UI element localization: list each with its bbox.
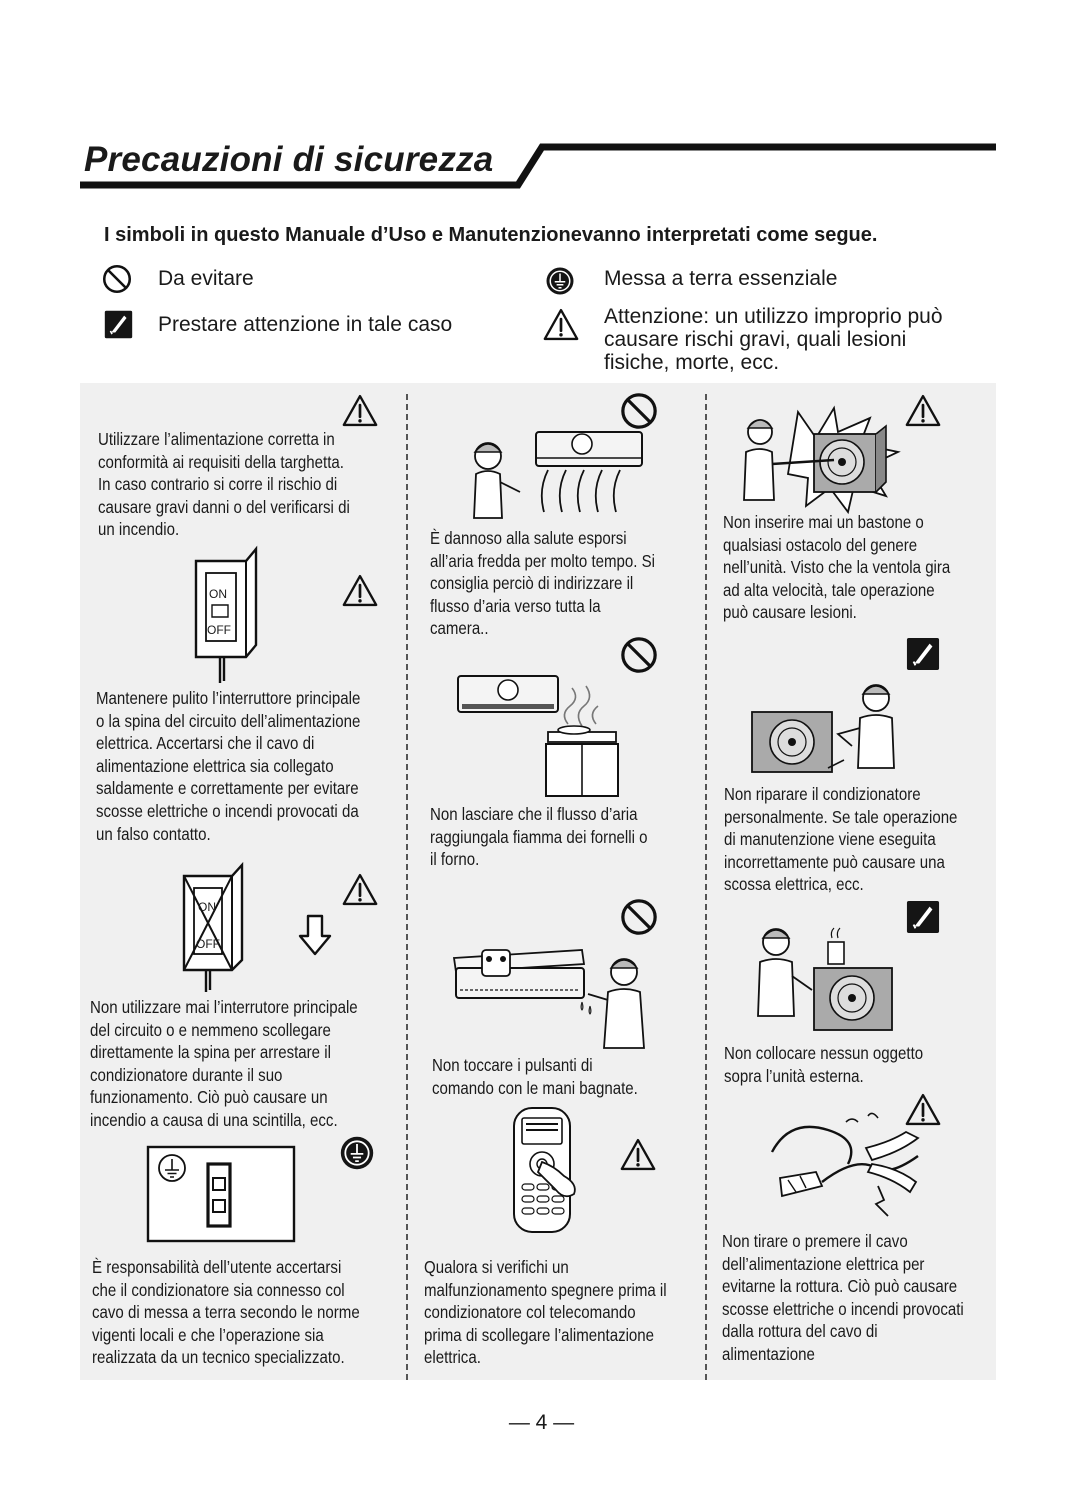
object-on-unit-illustration bbox=[748, 920, 898, 1036]
attention-icon bbox=[104, 310, 133, 339]
ground-icon bbox=[339, 1135, 375, 1171]
crossed-switch-illustration bbox=[180, 862, 250, 994]
col2-paragraph-4: Qualora si verifichi un malfunzionamento spegnere prima il condizionatore col telecomando prima di scollegare l’alimentazione elettrica. bbox=[424, 1257, 667, 1368]
prohibit-icon bbox=[620, 392, 658, 430]
cut-cable-illustration bbox=[760, 1112, 940, 1222]
prohibit-icon bbox=[620, 898, 658, 936]
prohibit-icon bbox=[102, 264, 132, 294]
switch-off-label: OFF bbox=[207, 623, 231, 637]
repair-illustration bbox=[748, 676, 908, 780]
col1-paragraph-4: È responsabilità dell’utente accertarsi che il condizionatore sia connesso col cavo di messa a terra secondo le norme vigenti locali e che l’operazione sia realizzata da un tecnico specializzato. bbox=[92, 1257, 360, 1368]
col2-paragraph-2: Non lasciare che il flusso d’aria raggiungala fiamma dei fornelli o il forno. bbox=[430, 804, 648, 870]
wall-switch-illustration bbox=[190, 545, 262, 685]
attention-icon bbox=[906, 900, 940, 934]
column-divider bbox=[406, 394, 408, 1380]
column-divider bbox=[705, 394, 707, 1380]
col3-paragraph-4: Non tirare o premere il cavo dell’alimentazione elettrica per evitarne la rottura. Ciò può causare scosse elettriche o incendi provocati dalla rottura del cavo di alimentazione bbox=[722, 1231, 964, 1364]
fan-stick-illustration bbox=[738, 404, 934, 516]
col2-paragraph-3: Non toccare i pulsanti di comando con le mani bagnate. bbox=[432, 1055, 638, 1098]
col1-paragraph-1: Utilizzare l’alimentazione corretta in conformità ai requisiti della targhetta. In caso contrario si corre il rischio di causare gravi danni o del verificarsi di un incendio. bbox=[98, 429, 350, 540]
ground-outlet-illustration bbox=[146, 1144, 296, 1244]
warning-icon bbox=[342, 873, 378, 906]
warning-icon bbox=[342, 394, 378, 427]
subtitle: I simboli in questo Manuale d’Uso e Manutenzionevanno interpretati come segue. bbox=[104, 224, 878, 246]
remote-control-illustration bbox=[508, 1106, 584, 1236]
col1-paragraph-2: Mantenere pulito l’interruttore principale o la spina del circuito dell’alimentazione elettrica. Accertarsi che il cavo di alimentazione elettrica sia collegato saldamente e correttamente per evitare scosse elettriche o incendi provocati da un falso contatto. bbox=[96, 688, 361, 844]
down-arrow-icon bbox=[298, 914, 332, 956]
warning-icon bbox=[620, 1138, 656, 1171]
page-title: Precauzioni di sicurezza bbox=[84, 140, 494, 179]
switch-off-label: OFF bbox=[196, 937, 220, 951]
col3-paragraph-1: Non inserire mai un bastone o qualsiasi ostacolo del genere nell’unità. Visto che la ventola gira ad alta velocità, tale operazione può causare lesioni. bbox=[723, 512, 951, 623]
col3-paragraph-2: Non riparare il condizionatore personalmente. Se tale operazione di manutenzione viene eseguita incorrettamente può causare una scossa elettrica, ecc. bbox=[724, 784, 958, 895]
legend-avoid: Da evitare bbox=[158, 267, 254, 290]
warning-icon bbox=[342, 574, 378, 607]
switch-on-label: ON bbox=[209, 587, 227, 601]
warning-icon bbox=[543, 308, 579, 341]
legend-ground: Messa a terra essenziale bbox=[604, 267, 838, 290]
ground-icon bbox=[545, 266, 575, 296]
stove-illustration bbox=[456, 674, 636, 800]
col3-paragraph-3: Non collocare nessun oggetto sopra l’unità esterna. bbox=[724, 1043, 924, 1086]
wet-hands-illustration bbox=[448, 944, 660, 1050]
legend-warning: Attenzione: un utilizzo improprio può causare rischi gravi, quali lesioni fisiche, morte, ecc. bbox=[604, 305, 943, 374]
legend-attention: Prestare attenzione in tale caso bbox=[158, 313, 453, 336]
cold-air-illustration bbox=[458, 428, 648, 524]
page-number: — 4 — bbox=[508, 1411, 575, 1434]
col2-paragraph-1: È dannoso alla salute esporsi all’aria fredda per molto tempo. Si consiglia perciò di indirizzare il flusso d’aria verso tutta la camera.. bbox=[430, 528, 656, 639]
col1-paragraph-3: Non utilizzare mai l’interrutore principale del circuito o e nemmeno scollegare direttamente la spina per arrestare il condizionatore durante il suo funzionamento. Ciò può causare un incendio a causa di una scintilla, ecc. bbox=[90, 997, 358, 1130]
switch-on-label: ON bbox=[198, 900, 216, 914]
title-underline bbox=[80, 140, 1000, 192]
attention-icon bbox=[906, 637, 940, 671]
prohibit-icon bbox=[620, 636, 658, 674]
